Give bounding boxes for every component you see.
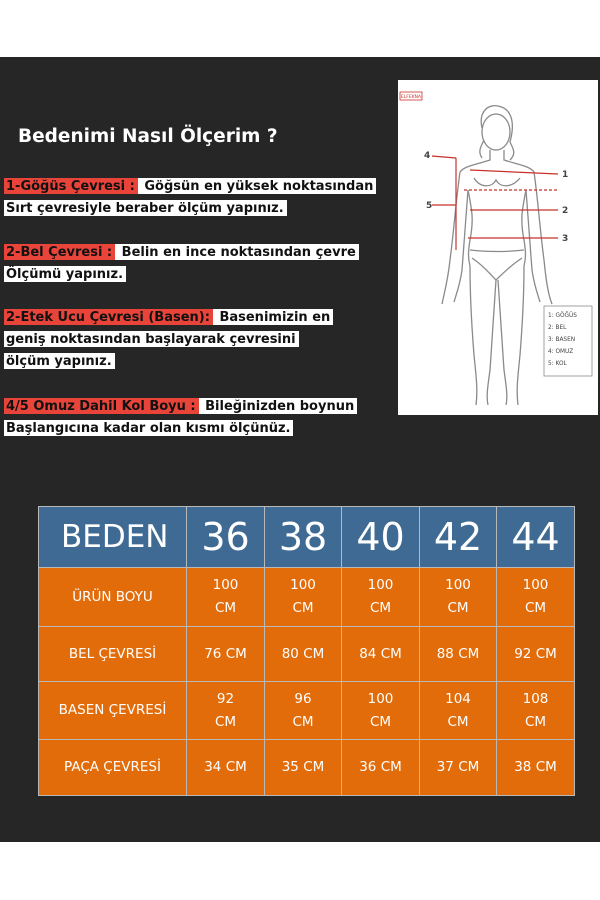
table-cell bbox=[497, 682, 575, 740]
cell-value: 100 bbox=[445, 577, 471, 593]
instruction-2-text-2: Ölçümü yapınız. bbox=[4, 266, 126, 282]
table-cell: 34 CM bbox=[187, 740, 265, 796]
table-cell bbox=[187, 568, 265, 627]
table-cell: 35 CM bbox=[265, 740, 342, 796]
instruction-1-line-2 bbox=[4, 200, 287, 218]
table-cell bbox=[342, 682, 420, 740]
row-label-bel-cevresi: BEL ÇEVRESİ bbox=[39, 627, 187, 682]
table-row bbox=[39, 740, 575, 796]
size-table bbox=[38, 506, 575, 796]
row-label-paca-cevresi: PAÇA ÇEVRESİ bbox=[39, 740, 187, 796]
instruction-4-text-2: Başlangıcına kadar olan kısmı ölçünüz. bbox=[4, 420, 293, 436]
instruction-2-text: Belin en ince noktasından çevre bbox=[115, 244, 359, 260]
legend-item-2: 2: BEL bbox=[548, 325, 567, 331]
table-cell: 88 CM bbox=[420, 627, 497, 682]
instruction-3-text-2: geniş noktasından başlayarak çevresini bbox=[4, 331, 299, 347]
size-40: 40 bbox=[342, 507, 420, 568]
legend-item-3: 3: BASEN bbox=[548, 337, 576, 343]
marker-1: 1 bbox=[562, 170, 569, 180]
legend-item-1: 1: GÖĞÜS bbox=[548, 313, 577, 319]
cell-value: 100 bbox=[367, 690, 394, 707]
table-cell: 76 CM bbox=[187, 627, 265, 682]
size-42: 42 bbox=[420, 507, 497, 568]
cell-value: 100 bbox=[367, 577, 394, 593]
row-label-basen-cevresi: BASEN ÇEVRESİ bbox=[39, 682, 187, 740]
cell-value: 104 bbox=[445, 690, 471, 707]
size-header-row bbox=[39, 507, 575, 568]
marker-2: 2 bbox=[562, 206, 569, 216]
measurement-figure bbox=[398, 80, 598, 415]
instruction-3-label: 2-Etek Ucu Çevresi (Basen): bbox=[4, 309, 213, 325]
table-cell: 92 CM bbox=[497, 627, 575, 682]
table-cell bbox=[265, 568, 342, 627]
legend-item-5: 5: KOL bbox=[548, 361, 567, 367]
instruction-4-line-1 bbox=[4, 398, 357, 416]
cell-value: 100 bbox=[522, 577, 549, 593]
instruction-1-line-1 bbox=[4, 178, 376, 196]
legend-item-4: 4: OMUZ bbox=[548, 349, 574, 355]
instruction-1-text-2: Sırt çevresiyle beraber ölçüm yapınız. bbox=[4, 200, 287, 216]
table-cell: 38 CM bbox=[497, 740, 575, 796]
cell-unit: CM bbox=[524, 713, 547, 730]
size-header-label: BEDEN bbox=[39, 507, 187, 568]
table-cell: 80 CM bbox=[265, 627, 342, 682]
instruction-2-line-1 bbox=[4, 244, 359, 262]
cell-unit: CM bbox=[524, 600, 547, 616]
marker-3: 3 bbox=[562, 234, 569, 244]
table-cell: 36 CM bbox=[342, 740, 420, 796]
table-cell bbox=[420, 568, 497, 627]
instruction-3-line-2 bbox=[4, 331, 299, 349]
table-cell bbox=[342, 568, 420, 627]
cell-unit: CM bbox=[214, 713, 237, 730]
instruction-3-text: Basenimizin en bbox=[213, 309, 333, 325]
table-cell bbox=[265, 682, 342, 740]
cell-value: 100 bbox=[212, 577, 239, 593]
cell-unit: CM bbox=[292, 713, 314, 730]
table-cell: 84 CM bbox=[342, 627, 420, 682]
cell-unit: CM bbox=[369, 713, 392, 730]
body-outline-illustration bbox=[398, 80, 598, 415]
marker-4: 4 bbox=[424, 151, 431, 161]
cell-unit: CM bbox=[447, 600, 469, 616]
brand-tag-text: ELFEKNA bbox=[400, 95, 422, 100]
instruction-4-label: 4/5 Omuz Dahil Kol Boyu : bbox=[4, 398, 199, 414]
size-38: 38 bbox=[265, 507, 342, 568]
table-cell bbox=[420, 682, 497, 740]
cell-value: 96 bbox=[294, 690, 312, 707]
instruction-2-label: 2-Bel Çevresi : bbox=[4, 244, 115, 260]
row-label-urun-boyu: ÜRÜN BOYU bbox=[39, 568, 187, 627]
instruction-3-text-3: ölçüm yapınız. bbox=[4, 353, 115, 369]
cell-unit: CM bbox=[447, 713, 469, 730]
cell-unit: CM bbox=[292, 600, 314, 616]
instruction-1-text: Göğsün en yüksek noktasından bbox=[138, 178, 377, 194]
table-row bbox=[39, 568, 575, 627]
table-row bbox=[39, 682, 575, 740]
page-title: Bedenimi Nasıl Ölçerim ? bbox=[18, 126, 278, 147]
table-row bbox=[39, 627, 575, 682]
instruction-3-line-3 bbox=[4, 353, 115, 371]
instruction-4-text: Bileğinizden boynun bbox=[199, 398, 358, 414]
instruction-3-line-1 bbox=[4, 309, 333, 327]
table-cell bbox=[187, 682, 265, 740]
instruction-2-line-2 bbox=[4, 266, 126, 284]
cell-unit: CM bbox=[369, 600, 392, 616]
instruction-4-line-2 bbox=[4, 420, 293, 438]
instruction-1-label: 1-Göğüs Çevresi : bbox=[4, 178, 138, 194]
marker-5: 5 bbox=[426, 201, 433, 211]
table-cell bbox=[497, 568, 575, 627]
size-44: 44 bbox=[497, 507, 575, 568]
size-36: 36 bbox=[187, 507, 265, 568]
cell-value: 100 bbox=[290, 577, 316, 593]
cell-value: 92 bbox=[216, 690, 235, 707]
cell-value: 108 bbox=[522, 690, 549, 707]
table-cell: 37 CM bbox=[420, 740, 497, 796]
cell-unit: CM bbox=[214, 600, 237, 616]
